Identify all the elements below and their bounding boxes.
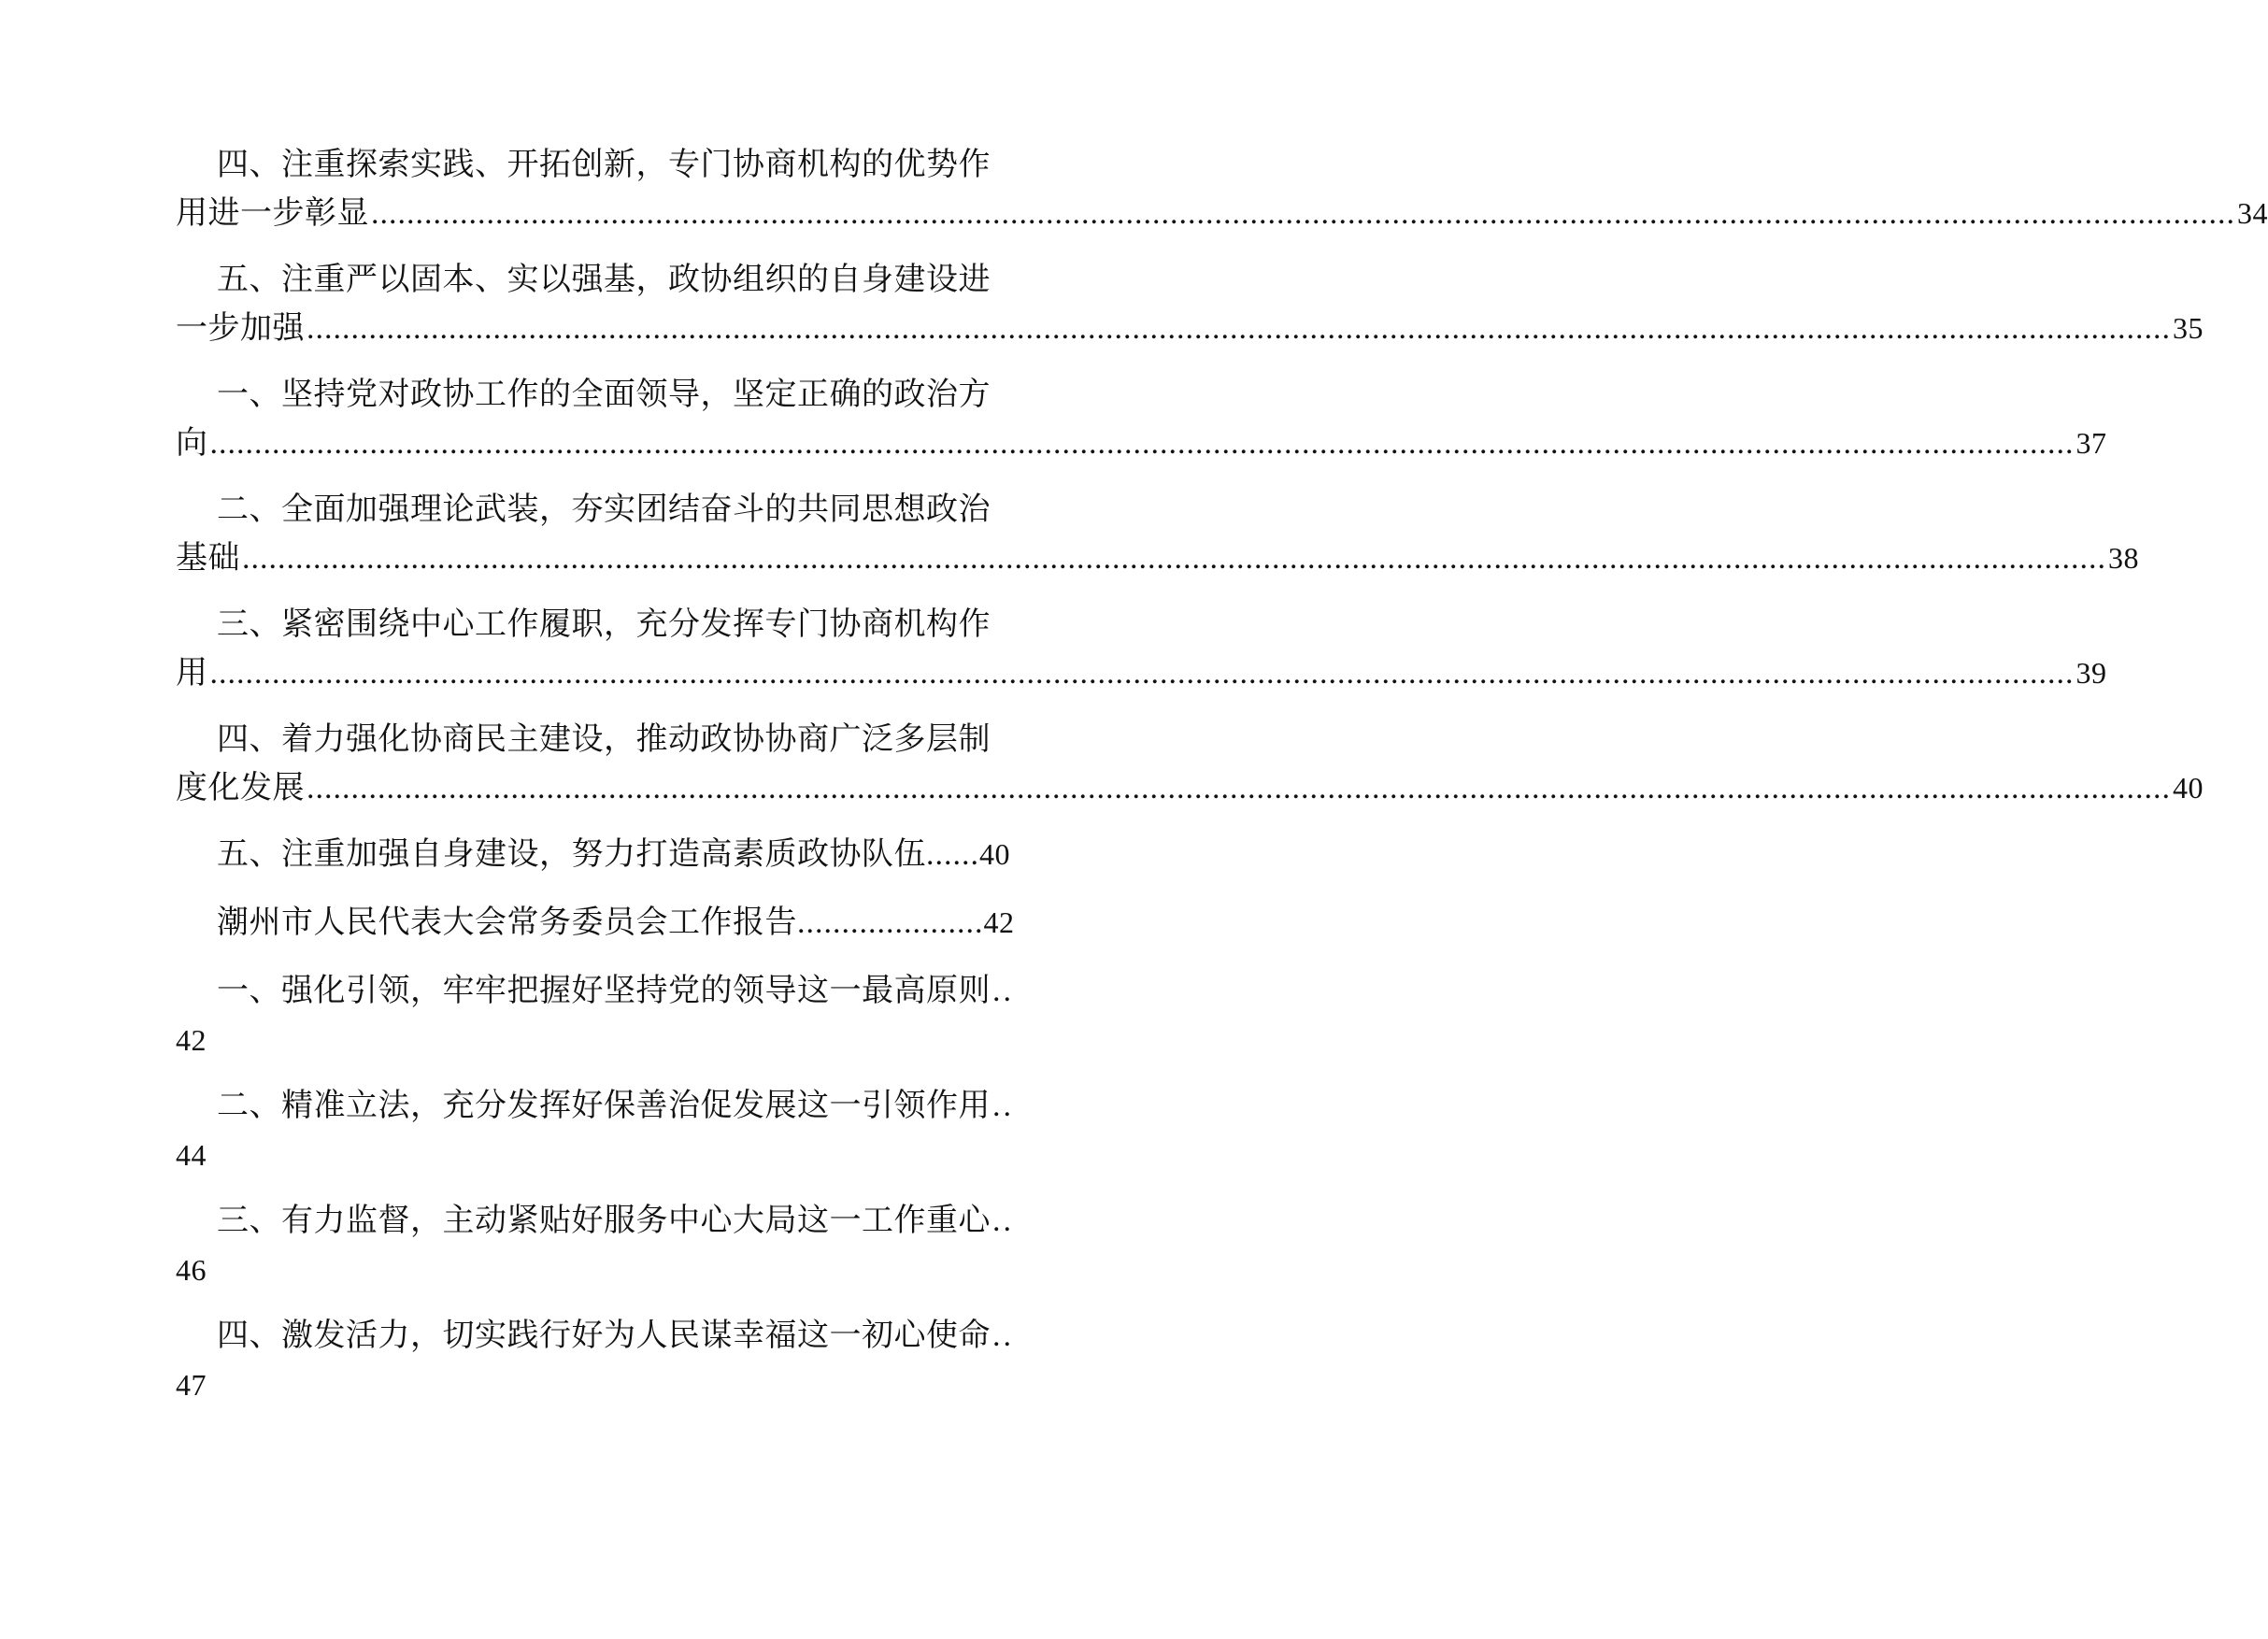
toc-entry-title-continued: 用进一步彰显 <box>176 194 369 232</box>
toc-entry[interactable] <box>176 1196 1014 1294</box>
dot-leader: .. <box>992 1089 1014 1123</box>
toc-entry-title: 五、注重加强自身建设，努力打造高素质政协队伍 <box>217 835 926 873</box>
dot-leader: .. <box>992 1318 1014 1353</box>
toc-entry-title: 一、强化引领，牢牢把握好坚持党的领导这一最高原则 <box>217 972 991 1009</box>
toc-entry[interactable] <box>176 600 2107 698</box>
toc-entry[interactable] <box>176 485 2139 583</box>
toc-entry-title: 二、精准立法，充分发挥好保善治促发展这一引领作用 <box>217 1087 991 1124</box>
toc-entry[interactable] <box>176 1081 1014 1179</box>
toc-entry[interactable] <box>176 370 2107 468</box>
toc-entry-title-continued: 一步加强 <box>176 309 305 347</box>
toc-entry[interactable] <box>176 966 1014 1064</box>
toc-entry[interactable] <box>176 1311 1014 1409</box>
table-of-contents <box>176 140 2268 1426</box>
toc-page-number: 40 <box>979 837 1010 871</box>
dot-leader <box>210 649 2075 698</box>
toc-page-number: 42 <box>176 1023 207 1057</box>
toc-entry-title-continued: 向 <box>176 424 208 462</box>
toc-page-number: 35 <box>2173 311 2204 345</box>
toc-entry[interactable] <box>176 255 2204 353</box>
toc-entry-title: 五、注重严以固本、实以强基，政协组织的自身建设进 <box>217 261 991 298</box>
toc-entry-title-continued: 度化发展 <box>176 769 305 806</box>
toc-entry-title: 潮州市人民代表大会常务委员会工作报告 <box>217 904 797 941</box>
toc-entry-title-continued: 基础 <box>176 539 240 577</box>
dot-leader: ..................... <box>797 905 984 940</box>
toc-page-number: 37 <box>2075 426 2107 460</box>
dot-leader: ...... <box>926 837 979 872</box>
toc-page-number: 44 <box>176 1138 207 1172</box>
toc-entry-title: 三、紧密围绕中心工作履职，充分发挥专门协商机构作 <box>217 606 991 643</box>
toc-page-number: 42 <box>983 905 1015 939</box>
dot-leader <box>242 534 2106 583</box>
dot-leader: .. <box>992 974 1014 1008</box>
toc-page-number: 46 <box>176 1253 207 1287</box>
toc-page-number: 39 <box>2075 656 2107 690</box>
toc-entry-title: 一、坚持党对政协工作的全面领导，坚定正确的政治方 <box>217 376 991 413</box>
dot-leader <box>371 190 2235 238</box>
dot-leader <box>307 764 2171 813</box>
toc-page-number: 34 <box>2237 196 2268 230</box>
dot-leader <box>210 420 2075 468</box>
toc-entry[interactable] <box>176 140 2268 238</box>
toc-entry-title: 二、全面加强理论武装，夯实团结奋斗的共同思想政治 <box>217 491 991 528</box>
dot-leader: .. <box>992 1204 1014 1238</box>
toc-page-number: 47 <box>176 1368 207 1402</box>
toc-page-number: 40 <box>2173 771 2204 805</box>
toc-entry-title: 四、着力强化协商民主建设，推动政协协商广泛多层制 <box>217 720 991 758</box>
toc-entry-title-continued: 用 <box>176 654 208 691</box>
toc-entry-title: 四、注重探索实践、开拓创新，专门协商机构的优势作 <box>217 146 991 183</box>
toc-entry[interactable] <box>176 830 1010 879</box>
toc-page-number: 38 <box>2108 541 2139 575</box>
toc-entry[interactable] <box>176 715 2204 813</box>
toc-entry-title: 四、激发活力，切实践行好为人民谋幸福这一初心使命 <box>217 1317 991 1354</box>
toc-entry-title: 三、有力监督，主动紧贴好服务中心大局这一工作重心 <box>217 1202 991 1239</box>
dot-leader <box>307 305 2171 353</box>
toc-entry[interactable] <box>176 898 1015 948</box>
